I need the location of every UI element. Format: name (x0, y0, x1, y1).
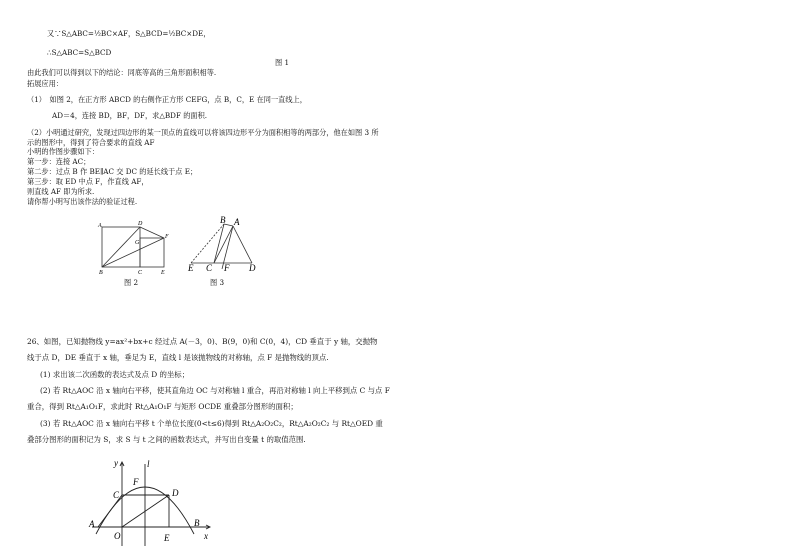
question-2-line-3: 小明的作图步骤如下： (27, 147, 99, 156)
fig26-label-l: l (147, 459, 150, 469)
figure-2 (96, 219, 186, 279)
figure-2-caption: 图 2 (124, 278, 139, 287)
fig3-label-B: B (220, 215, 226, 225)
step-3: 第三步：取 ED 中点 F，作直线 AF， (27, 177, 149, 186)
fig2-label-G: G (135, 240, 140, 246)
fig3-label-F: F (224, 263, 230, 273)
fig26-label-A: A (89, 519, 95, 529)
step-1: 第一步：连接 AC； (27, 157, 91, 166)
figure-3 (186, 213, 266, 275)
fig3-label-E: E (188, 263, 194, 273)
q26-part-1: (1) 求出该二次函数的表达式及点 D 的坐标； (40, 370, 190, 379)
fig26-label-O: O (114, 531, 121, 541)
q26-line-1: 26、如图，已知抛物线 y=ax²+bx+c 经过点 A(－3，0)、B(9，0)和 C(0，4)，CD 垂直于 y 轴，交抛物 (27, 337, 378, 346)
formula-line-2: ∴S△ABC=S△BCD (47, 48, 112, 57)
fig26-label-F: F (133, 477, 139, 487)
q26-part-3-line-2: 叠部分图形的面积记为 S，求 S 与 t 之间的函数表达式，并写出自变量 t 的取值范围. (27, 435, 306, 444)
step-4: 则直线 AF 即为所求. (27, 187, 95, 196)
fig26-label-B: B (194, 518, 200, 528)
fig2-label-F: F (165, 234, 169, 240)
q26-part-2-line-2: 重合，得到 Rt△A₁O₁F，求此时 Rt△A₁O₁F 与矩形 OCDE 重叠部分图形的面积； (27, 402, 298, 411)
fig26-label-x: x (204, 531, 208, 541)
q26-part-3-line-1: (3) 若 Rt△AOC 沿 x 轴向右平移 t 个单位长度(0<t≤6)得到 Rt△A₂O₂C₂，Rt△A₂O₂C₂ 与 Rt△OED 重 (40, 419, 383, 428)
fig26-label-D: D (172, 488, 179, 498)
fig2-label-C: C (138, 270, 143, 276)
fig2-label-A: A (98, 223, 102, 229)
ask-text: 请你帮小明写出该作法的验证过程. (27, 197, 138, 206)
fig2-label-D: D (138, 221, 143, 227)
fig2-label-B: B (99, 270, 103, 276)
conclusion-text: 由此我们可以得到以下的结论：同底等高的三角形面积相等. (27, 68, 217, 77)
question-2-line-2: 示的图形中，得到了符合要求的直线 AF (27, 138, 155, 147)
step-2: 第二步：过点 B 作 BE∥AC 交 DC 的延长线于点 E； (27, 167, 198, 176)
fig26-label-y: y (114, 458, 118, 468)
q26-part-2-line-1: (2) 若 Rt△AOC 沿 x 轴向右平移，使其直角边 OC 与对称轴 l 重合，再沿对称轴 l 向上平移到点 C 与点 F (40, 386, 390, 395)
fig2-label-E: E (161, 270, 165, 276)
fig3-label-D: D (249, 263, 256, 273)
question-1-line-1: （1） 如图 2，在正方形 ABCD 的右侧作正方形 CEFG，点 B，C，E 在同一直线上， (27, 95, 307, 104)
fig3-label-C: C (206, 263, 213, 273)
question-1-line-2: AD＝4，连接 BD，BF，DF，求△BDF 的面积. (52, 111, 208, 120)
formula-line-1: 又∵S△ABC=½BC×AF，S△BCD=½BC×DE， (47, 29, 211, 38)
fig26-label-C: C (113, 490, 120, 500)
figure-3-caption: 图 3 (210, 278, 225, 287)
fig3-label-A: A (234, 217, 240, 227)
fig26-label-E: E (164, 533, 170, 543)
figure-1-caption: 图 1 (275, 58, 290, 67)
extension-title: 拓展应用： (27, 79, 63, 88)
question-2-line-1: （2）小明通过研究，发现过四边形的某一顶点的直线可以将该四边形平分为面积相等的两部分，他在如图 3 所 (27, 128, 379, 137)
figure-26-parabola (88, 456, 218, 548)
q26-line-2: 线于点 D，DE 垂直于 x 轴，垂足为 E，直线 l 是该抛物线的对称轴，点 F 是抛物线的顶点. (27, 353, 329, 362)
